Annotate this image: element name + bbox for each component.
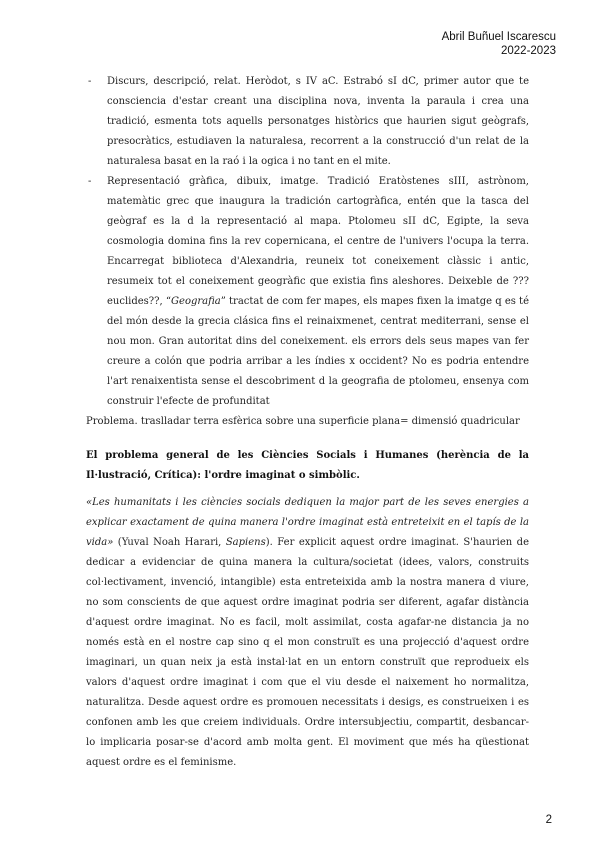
list-item <box>86 72 529 172</box>
bullet-marker: - <box>88 176 92 187</box>
page-header <box>442 30 556 58</box>
list-item <box>86 172 529 412</box>
citation-before: (Yuval Noah Harari, <box>113 537 226 548</box>
author-name: Abril Buñuel Iscarescu <box>441 31 556 43</box>
paragraph-body: Fer explicit aquest ordre imaginat. S'haurien de dedicar a evidenciar de quina manera la cultura/societat (idees, valors, construits col·lectivament, invenció, intangible) esta entreteixida amb la nostra manera d viure, no som conscients de que aquest ordre imaginat podria ser diferent, agafar distància d'aquest ordre imaginat. No es facil, molt assimilat, costa agafar-ne distancia ja no només està en el nostre cap sino q el mon construït es una projecció d'aquest ordre imaginari, un quan neix ja està instal·lat en un entorn construït que reprodueix els valors d'aquest ordre imaginat i com que el viu desde el naixement ho normalitza, naturalitza. Desde aquest ordre es promouen necessitats i desigs, es construeixen i es confonen amb les que creiem individuals. Ordre intersubjectiu, compartit, desbancar-lo implicaria posar-se d'acord amb molta gent. El moviment que més ha qüestionat aquest ordre es el feminisme. <box>86 537 529 768</box>
citation-italic: Sapiens <box>225 537 266 548</box>
bullet-text-after: ” tractat de com fer mapes, els mapes fixen la imatge q es té del món desde la grecia clásica fins el reinaixmenet, centrat mediterrani, sense el nou mon. Gran autoritat dins del coneixement. els errors dels seus mapes van fer creure a colón que podria arribar a les índies x occident? No es podria entendre l'art renaixentista sense el descobriment d la geografia de ptolomeu, ensenya com construir l'efecte de profunditat <box>107 296 529 407</box>
page-number: 2 <box>545 814 552 826</box>
bullet-text: Discurs, descripció, relat. Heròdot, s IV aC. Estrabó sI dC, primer autor que te consciencia d'estar creant una disciplina nova, inventa la paraula i crea una tradició, esmenta tots aquells personatges històrics que haurien sigut geògrafs, presocràtics, estudiaven la naturalesa, recorrent a la construcció d'un relat de la naturalesa basat en la raó i la ogica i no tant en el mite. <box>107 76 529 167</box>
bullet-text-italic: Geografia <box>171 296 221 307</box>
section-heading: El problema general de les Ciències Socials i Humanes (herència de la Il·lustració, Crítica): l'ordre imaginat o simbòlic. <box>86 450 529 481</box>
citation-after: ). <box>265 537 273 548</box>
bullet-marker: - <box>88 76 92 87</box>
document-body <box>86 72 529 773</box>
academic-year: 2022-2023 <box>501 45 556 57</box>
quote-paragraph <box>86 493 529 773</box>
quote-italic: «Les humanitats i les ciències socials dediquen la major part de les seves energies a explicar exactament de quina manera l'ordre imaginat està entreteixit en el tapís de la vida» <box>86 497 529 548</box>
problem-line: Problema. traslladar terra esfèrica sobre una superficie plana= dimensió quadricular <box>86 416 520 427</box>
bullet-list <box>86 72 529 412</box>
bullet-text-before: Representació gràfica, dibuix, imatge. Tradició Eratòstenes sIII, astrònom, matemàtic grec que inaugura la tradición cartogràfica, entén que la tasca del geògraf es la d la representació al mapa. Ptolomeu sII dC, Egipte, la seva cosmologia domina fins la rev copernicana, el centre de l'univers l'ocupa la terra. Encarregat biblioteca d'Alexandria, reuneix tot coneixement clàssic i antic, resumeix tot el coneixement geogràfic que existia fins aleshores. Deixeble de ??? euclides??, “ <box>107 176 529 307</box>
